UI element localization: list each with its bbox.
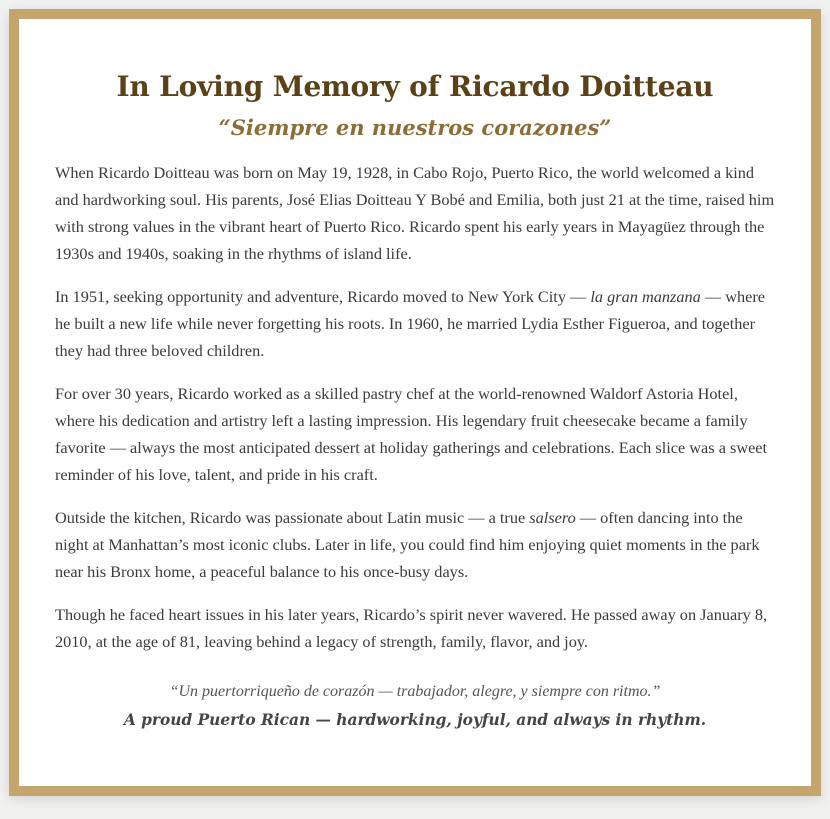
paragraph-birth xyxy=(55,159,775,267)
paragraph-new-york xyxy=(55,283,775,364)
memorial-content xyxy=(19,19,811,731)
spanish-quote: “Un puertorriqueño de corazón — trabajador, alegre, y siempre con ritmo.” xyxy=(169,683,661,700)
paragraph-text: For over 30 years, Ricardo worked as a skilled pastry chef at the world-renowned Waldorf Astoria Hotel, where his dedication and artistry left a lasting impression. His legendary fruit cheesecake became a family favorite — always the most anticipated dessert at holiday gatherings and celebrations. Each slice was a sweet reminder of his love, talent, and pride in his craft. xyxy=(55,384,768,484)
paragraph-text: Outside the kitchen, Ricardo was passionate about Latin music — a true xyxy=(55,508,530,527)
paragraph-text: When Ricardo Doitteau was born on May 19, 1928, in Cabo Rojo, Puerto Rico, the world welcomed a kind and hardworking soul. His parents, José Elias Doitteau Y Bobé and Emilia, both just 21 at the time, raised him with strong values in the vibrant heart of Puerto Rico. Ricardo spent his early years in Mayagüez through the 1930s and 1940s, soaking in the rhythms of island life. xyxy=(55,163,775,263)
paragraph-passing xyxy=(55,601,775,655)
english-tagline: A proud Puerto Rican — hardworking, joyful, and always in rhythm. xyxy=(123,711,707,729)
paragraph-text: — where he built a new life while never forgetting his roots. In 1960, he married Lydia Esther Figueroa, and together they had three beloved children. xyxy=(55,287,765,360)
motto: “Siempre en nuestros corazones” xyxy=(218,115,612,140)
page-title: In Loving Memory of Ricardo Doitteau xyxy=(116,70,714,103)
paragraph-music xyxy=(55,504,775,585)
paragraph-text: In 1951, seeking opportunity and adventure, Ricardo moved to New York City — xyxy=(55,287,591,306)
paragraph-text: — often dancing into the night at Manhattan’s most iconic clubs. Later in life, you could find him enjoying quiet moments in the park near his Bronx home, a peaceful balance to his once-busy days. xyxy=(55,508,760,581)
italic-phrase: la gran manzana xyxy=(590,287,701,306)
paragraph-career xyxy=(55,380,775,488)
paragraph-text: Though he faced heart issues in his later years, Ricardo’s spirit never wavered. He passed away on January 8, 2010, at the age of 81, leaving behind a legacy of strength, family, flavor, and joy. xyxy=(55,605,768,651)
italic-phrase: salsero xyxy=(529,508,576,527)
memorial-card xyxy=(9,9,821,796)
